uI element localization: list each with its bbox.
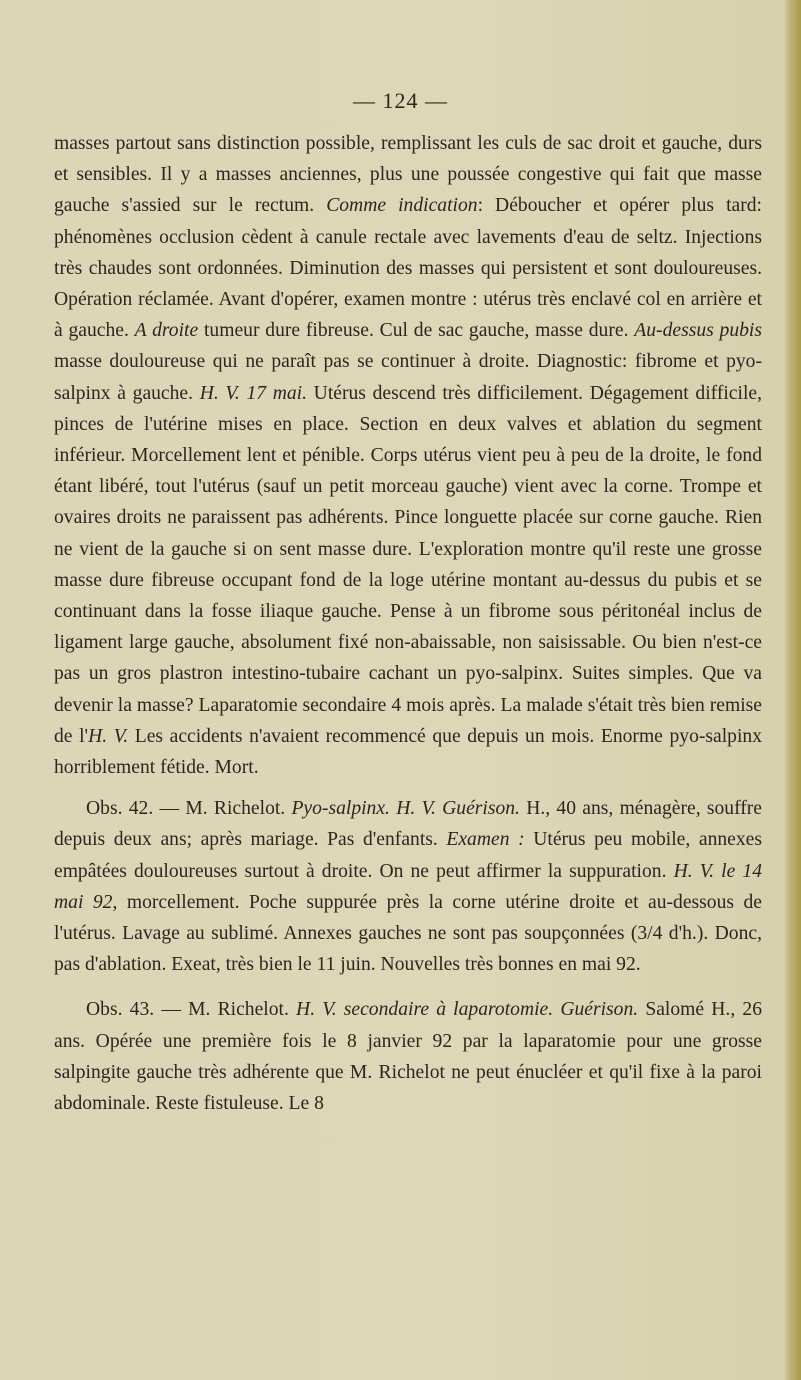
italic-span: H. V. secondaire à laparotomie. Guérison.	[296, 999, 639, 1021]
text-span: Salomé H., 26 ans. Opérée une première fois le 8 janvier 92 par la laparatomie pour une grosse salpingite gauche très adhérente que M. Richelot ne peut énucléer et qu'il fixe à la paroi abdominale. Reste fistuleuse. Le 8	[54, 999, 762, 1115]
italic-span: Comme indication	[326, 195, 478, 217]
text-span: , morcellement. Poche suppurée près la corne utérine droite et au-dessous de l'utérus. Lavage au sublimé. Annexes gauches ne sont pas soupçonnées (3/4 d'h.). Donc, pas d'ablation. Exeat, très bien le 11 juin. Nouvelles très bonnes en mai 92.	[54, 891, 762, 976]
italic-span: Au-dessus pubis	[634, 320, 762, 342]
page-number: — 124 —	[353, 88, 448, 113]
italic-span: H. V. 17 mai.	[199, 382, 307, 404]
text-span: masse douloureuse qui ne paraît pas se continuer à droite. Diagnostic: fibrome et pyo-salpinx à gauche.	[54, 351, 762, 404]
text-span: H., 40 ans, ménagère, souffre depuis deux ans; après mariage. Pas d'enfants.	[54, 798, 763, 851]
text-span: masses partout sans distinction possible, remplissant les culs de sac droit et gauche, durs et sensibles. Il y a masses anciennes, plus une poussée congestive qui fait que masse gauche s'assied sur le rectum.	[54, 133, 762, 217]
body-text	[54, 128, 762, 1119]
text-span: Utérus peu mobile, annexes empâtées douloureuses surtout à droite. On ne peut affirmer la suppuration.	[54, 829, 762, 882]
italic-span: A droite	[134, 320, 199, 342]
italic-span: Pyo-salpinx. H. V. Guérison.	[291, 798, 520, 820]
paragraph-obs-43	[54, 994, 762, 1119]
text-span: Obs. 43. — M. Richelot.	[86, 999, 297, 1021]
text-span: Obs. 42. — M. Richelot.	[86, 798, 292, 820]
text-span: Utérus descend très difficilement. Dégagement difficile, pinces de l'utérine mises en place. Section en deux valves et ablation du segment inférieur. Morcellement lent et pénible. Corps utérus vient peu à peu de la droite, le fond étant libéré, tout l'utérus (sauf un petit morceau gauche) vient avec la corne. Trompe et ovaires droits ne paraissent pas adhérents. Pince longuette placée sur corne gauche. Rien ne vient de la gauche si on sent masse dure. L'exploration montre qu'il reste une grosse masse dure fibreuse occupant fond de la loge utérine montant au-dessus du pubis et se continuant dans la fosse iliaque gauche. Pense à un fibrome sous péritonéal inclus de ligament large gauche, absolument fixé non-abaissable, non saisissable. Ou bien n'est-ce pas un gros plastron intestino-tubaire cachant un pyo-salpinx. Suites simples. Que va devenir la masse? Laparatomie secondaire 4 mois après. La malade s'était très bien remise de l'	[54, 382, 762, 747]
paragraph-case-continuation	[54, 128, 762, 783]
page-edge-shadow	[785, 0, 801, 1380]
italic-span: H. V. le 14 mai 92	[54, 860, 762, 913]
paragraph-obs-42	[54, 793, 762, 980]
text-span: Les accidents n'avaient recommencé que depuis un mois. Enorme pyo-salpinx horriblement fétide. Mort.	[54, 725, 763, 779]
italic-span: Examen :	[446, 829, 525, 851]
text-span: tumeur dure fibreuse. Cul de sac gauche, masse dure.	[198, 320, 635, 342]
italic-span: H. V.	[88, 725, 129, 747]
text-span: : Déboucher et opérer plus tard: phénomènes occlusion cèdent à canule rectale avec lavements d'eau de seltz. Injections très chaudes sont ordonnées. Diminution des masses qui persistent et sont douloureuses. Opération réclamée. Avant d'opérer, examen montre : utérus très enclavé col en arrière et à gauche.	[54, 195, 762, 342]
